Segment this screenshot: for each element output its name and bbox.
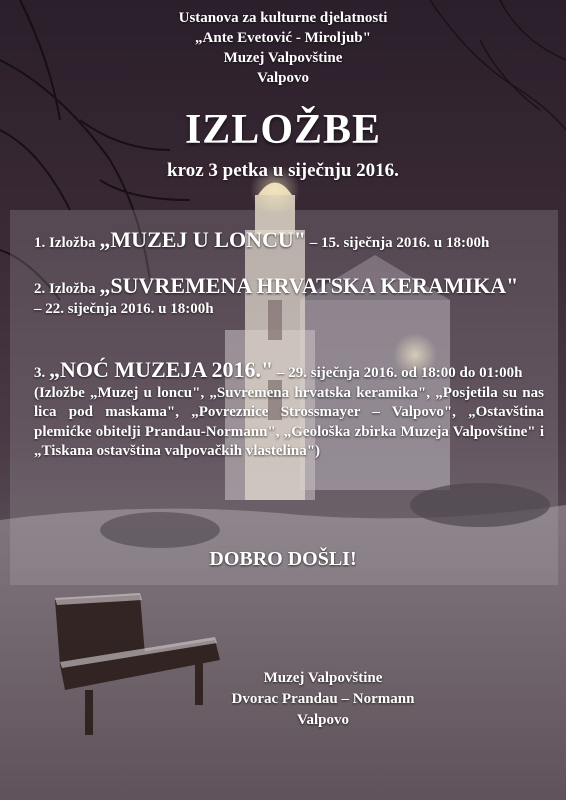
event-2-name: „SUVREMENA HRVATSKA KERAMIKA" (99, 273, 519, 298)
welcome-text: DOBRO DOŠLI! (209, 548, 357, 570)
event-3-name: „NOĆ MUZEJA 2016." (49, 357, 274, 382)
event-item-3 (34, 357, 544, 462)
organizer-line-3: Muzej Valpovštine (223, 50, 343, 66)
event-2-prefix: 2. Izložba (34, 281, 100, 297)
venue-line-1: Muzej Valpovštine (263, 670, 383, 686)
event-1-date: – 15. siječnja 2016. u 18:00h (305, 235, 490, 251)
organizer-line-4: Valpovo (257, 70, 309, 86)
event-item-2 (34, 273, 544, 319)
poster-subtitle: kroz 3 petka u siječnju 2016. (167, 160, 399, 181)
venue-line-3: Valpovo (297, 712, 349, 728)
poster-title: IZLOŽBE (184, 107, 382, 153)
event-1-name: „MUZEJ U LONCU" (99, 227, 306, 252)
organizer-line-2: „Ante Evetović - Miroljub" (195, 30, 371, 46)
event-3-date: – 29. siječnja 2016. od 18:00 do 01:00h (273, 365, 523, 381)
event-3-prefix: 3. (34, 365, 49, 381)
organizer-header (0, 8, 566, 88)
venue-line-2: Dvorac Prandau – Normann (231, 691, 415, 707)
event-item-1 (34, 227, 544, 253)
venue-footer (40, 668, 566, 731)
organizer-line-1: Ustanova za kulturne djelatnosti (178, 10, 388, 26)
event-3-details: (Izložbe „Muzej u loncu", „Suvremena hrvatska keramika", „Posjetila su nas lica pod maskama", „Povreznice Strossmayer – Valpovo", „Ostavština plemićke obitelji Prandau-Normann", „Geološka zbirka Muzeja Valpovštine" i „Tiskana ostavština valpovačkih vlastelina") (34, 384, 544, 459)
event-2-date: – 22. siječnja 2016. u 18:00h (34, 301, 214, 317)
event-1-prefix: 1. Izložba (34, 235, 100, 251)
